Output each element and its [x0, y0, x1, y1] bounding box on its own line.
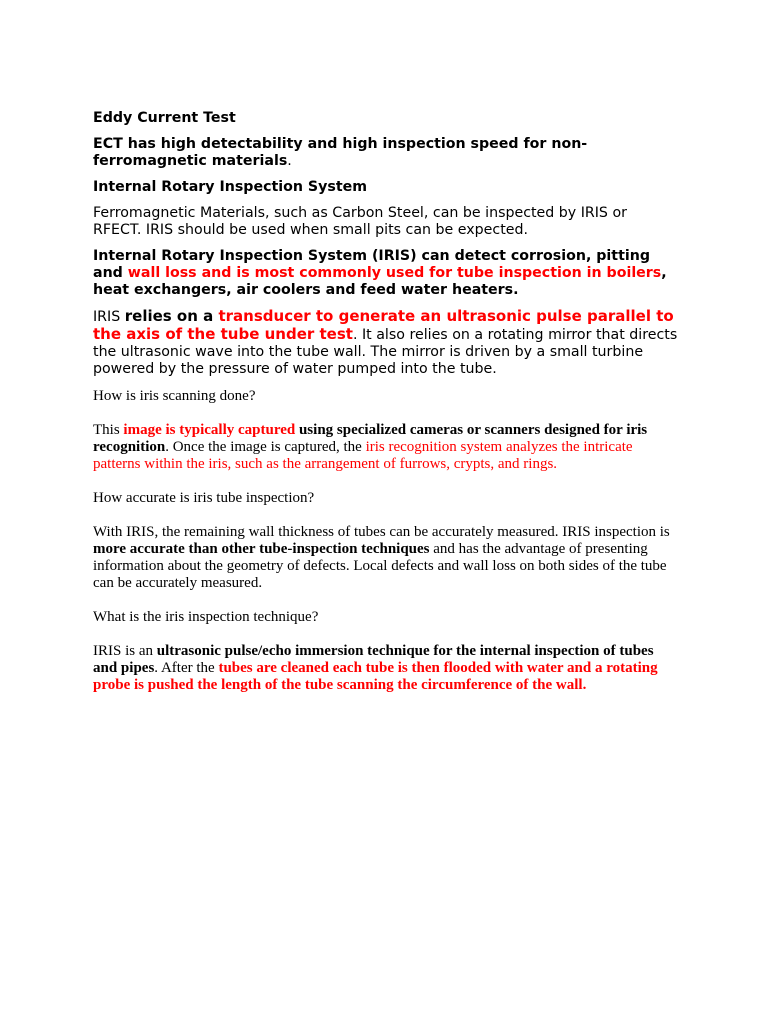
answer-scanning-highlight-2: iris recognition system analyzes the intricate patterns within the iris, such as the arrangement of furrows, crypts, and rings.: [93, 439, 633, 472]
ect-end-text: .: [287, 153, 292, 169]
question-technique: [93, 609, 679, 626]
question-accuracy-text: How accurate is iris tube inspection?: [93, 490, 315, 506]
iris-detect-text-2: , heat exchangers, air coolers and feed water heaters.: [93, 265, 667, 298]
iris-detect-paragraph: [93, 248, 679, 299]
answer-scanning: [93, 422, 679, 473]
iris-relies-text-2: . It also relies on a rotating mirror that directs the ultrasonic wave into the tube wall. The mirror is driven by a small turbine powered by the pressure of water pumped into the tube.: [93, 327, 678, 377]
answer-accuracy-bold: more accurate than other tube-inspection techniques: [93, 541, 430, 557]
iris-relies-bold: relies on a: [124, 307, 219, 325]
answer-scanning-text-2: . Once the image is captured, the: [165, 439, 366, 455]
ect-bold-text: ECT has high detectability and high inspection speed for non-ferromagnetic materials: [93, 136, 588, 169]
ect-paragraph: [93, 136, 679, 170]
title-text: Eddy Current Test: [93, 110, 236, 126]
answer-technique: [93, 643, 679, 694]
answer-scanning-bold: using specialized cameras or scanners designed for iris recognition: [93, 422, 648, 455]
answer-scanning-highlight-1: image is typically captured: [123, 422, 296, 438]
answer-scanning-text-1: This: [93, 422, 124, 438]
answer-accuracy-text-2: and has the advantage of presenting information about the geometry of defects. Local defects and wall loss on both sides of the tube can be accurately measured.: [93, 541, 667, 591]
answer-technique-text-2: . After the: [154, 660, 219, 676]
question-technique-text: What is the iris inspection technique?: [93, 609, 319, 625]
iris-relies-text-1: IRIS: [93, 309, 125, 325]
question-scanning: [93, 388, 679, 405]
iris-heading: [93, 179, 679, 196]
answer-technique-text-1: IRIS is an: [93, 643, 157, 659]
ferromagnetic-paragraph: [93, 205, 679, 239]
ferromagnetic-text: Ferromagnetic Materials, such as Carbon Steel, can be inspected by IRIS or RFECT. IRIS should be used when small pits can be expected.: [93, 205, 627, 238]
iris-relies-paragraph: [93, 308, 679, 378]
iris-heading-text: Internal Rotary Inspection System: [93, 179, 368, 195]
iris-relies-highlight: transducer to generate an ultrasonic pulse parallel to the axis of the tube under test: [93, 307, 674, 343]
document-page: [93, 110, 679, 694]
answer-technique-bold: ultrasonic pulse/echo immersion technique for the internal inspection of tubes and pipes: [93, 643, 654, 676]
answer-accuracy: [93, 524, 679, 592]
question-accuracy: [93, 490, 679, 507]
answer-technique-highlight: tubes are cleaned each tube is then flooded with water and a rotating probe is pushed the length of the tube scanning the circumference of the wall.: [93, 660, 658, 693]
iris-detect-text-1: Internal Rotary Inspection System (IRIS) can detect corrosion, pitting and: [93, 248, 650, 281]
iris-detect-highlight: wall loss and is most commonly used for tube inspection in boilers: [127, 265, 662, 281]
question-scanning-text: How is iris scanning done?: [93, 388, 256, 404]
document-title: [93, 110, 679, 127]
answer-accuracy-text-1: With IRIS, the remaining wall thickness of tubes can be accurately measured. IRIS inspection is: [93, 524, 670, 540]
